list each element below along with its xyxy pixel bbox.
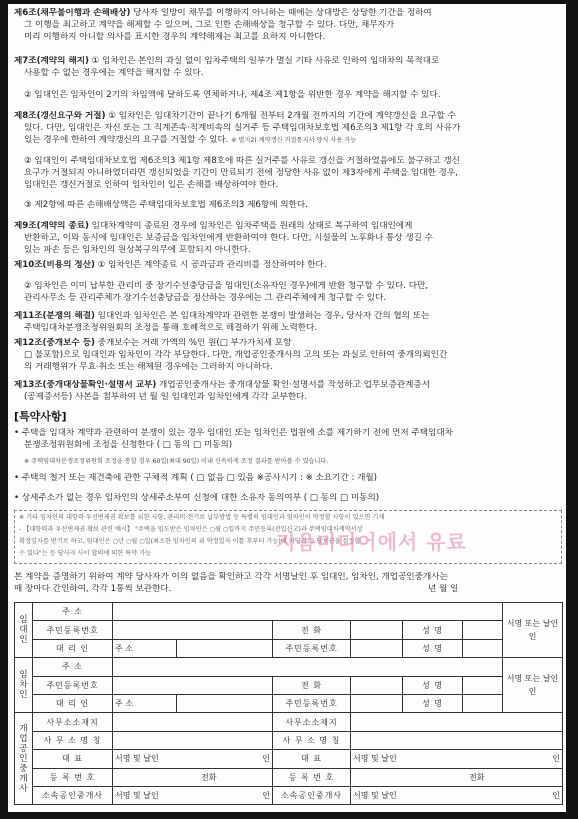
lessor-label: 임대인 (15, 603, 33, 658)
broker2-office-address-label: 사무소소재지 (273, 713, 351, 731)
lessor-name-field[interactable] (463, 621, 503, 639)
watermark: 지음미디어에서 유료 (276, 530, 467, 554)
broker1-rep-label: 대 표 (33, 750, 113, 768)
clause-8-line-4: ② 임대인이 주택임대차보호법 제6조의3 제1항 제8호에 따른 실거주를 사유로 갱신을 거절하였음에도 불구하고 갱신 (24, 156, 460, 166)
lessor-agent-label: 대 리 인 (33, 639, 113, 657)
closing-line-2: 매 장마다 간인하여, 각각 1통씩 보관한다. (14, 584, 172, 594)
clause-7-line-2: 사용할 수 없는 경우에는 계약을 해지할 수 있다. (24, 68, 204, 78)
lessee-address-field[interactable] (113, 658, 503, 676)
broker1-office-name-label: 사 무 소 명 칭 (33, 731, 113, 749)
lessee-agent-label: 대 리 인 (33, 694, 113, 712)
lessee-agent-address-label: 주 소 (113, 694, 177, 712)
broker1-affiliated-field[interactable] (113, 786, 273, 804)
broker2-office-name-field[interactable] (351, 731, 563, 749)
lessor-phone-field[interactable] (351, 621, 403, 639)
signature-table (14, 602, 563, 805)
broker1-rep-field[interactable] (113, 750, 273, 768)
lessor-phone-label: 전 화 (273, 621, 351, 639)
clause-8-line-3: 있는 경우에 한하여 계약갱신의 요구를 거절할 수 있다. ※ 별지2) 계약갱신 거절통지서 양식 사용 가능 (24, 135, 357, 145)
lessee-address-label: 주 소 (33, 658, 113, 676)
lessee-agent-name-field[interactable] (463, 694, 503, 712)
lessee-name-field[interactable] (463, 676, 503, 694)
broker1-reg-label: 등 록 번 호 (33, 768, 113, 786)
clause-12-line-3: 의 거래행위가 무효·취소 또는 해제된 경우에는 그러하지 아니하다. (24, 362, 273, 372)
clause-9-line-1: 제9조(계약의 종료) 임대차계약이 종료된 경우에 임차인은 임차주택을 원래의 상태로 복구하여 임대인에게 (14, 221, 413, 231)
broker2-affiliated-label: 소속공인중개사 (273, 786, 351, 804)
clause-8-line-7: ③ 제2항에 따른 손해배상액은 주택임대차보호법 제6조의3 제6항에 의한다. (24, 200, 308, 210)
clause-11-line-2: 주택임대차분쟁조정위원회의 조정을 통해 호혜적으로 해결하기 위해 노력한다. (24, 323, 318, 333)
clause-6-line-2: 그 이행을 최고하고 계약을 해제할 수 있으며, 그로 인한 손해배상을 청구할 수 있다. 다만, 채무자가 (24, 20, 395, 30)
closing-line-1: 본 계약을 증명하기 위하여 계약 당사자가 이의 없음을 확인하고 각각 서명날인 후 임대인, 임차인, 개업공인중개사는 (14, 572, 448, 582)
special-terms-heading: [특약사항] (14, 410, 67, 423)
clause-6-line-3: 미리 이행하지 아니할 의사를 표시한 경우의 계약해제는 최고를 요하지 아니한다. (24, 32, 326, 42)
lessee-name-label: 성 명 (403, 676, 463, 694)
clause-8-line-2: 있다. 다만, 임대인은 자신 또는 그 직계존속·직계비속의 실거주 등 주택임대차보호법 제6조의3 제1항 각 호의 사유가 (24, 123, 461, 133)
clause-7-line-1: 제7조(계약의 해지) ① 임차인은 본인의 과실 없이 임차주택의 일부가 멸실 기타 사유로 인하여 임대차의 목적대로 (14, 56, 440, 66)
lessee-agent-name-label: 성 명 (403, 694, 463, 712)
clause-7-line-3: ② 임대인은 임차인이 2기의 차임액에 달하도록 연체하거나, 제4조 제1항을 위반한 경우 계약을 해지할 수 있다. (24, 90, 441, 100)
lessee-id-label: 주민등록번호 (33, 676, 113, 694)
note-line-3: 확정일자를 받기로 하고, 임대인은 ○년 ○월 ○일(최소한 임차인의 위 약정일자 이틀 후부터 가능)에 저당권 등 담보권을 설정할 (19, 538, 361, 545)
broker2-rep-sign-label: 서명 및 날인 (353, 754, 397, 764)
clause-6-line-1: 제6조(채무불이행과 손해배상) 당사자 일방이 채무를 이행하지 아니하는 때에는 상대방은 상당한 기간을 정하여 (14, 8, 432, 18)
broker2-rep-label: 대 표 (273, 750, 351, 768)
clause-13-line-2: (공제증서등) 사본을 첨부하여 년 월 일 임대인과 임차인에게 각각 교부한다. (24, 392, 308, 402)
clause-11-line-1: 제11조(분쟁의 해결) 임대인과 임차인은 본 임대차계약과 관련한 분쟁이 발생하는 경우, 당사자 간의 협의 또는 (14, 311, 430, 321)
broker1-office-address-field[interactable] (113, 713, 273, 731)
broker1-affiliated-sign-label: 서명 및 날인 (115, 791, 159, 801)
lessee-agent-address-field[interactable] (177, 694, 273, 712)
broker1-reg-field[interactable] (113, 768, 273, 786)
lessor-address-label: 주 소 (33, 603, 113, 621)
lessee-label: 임차인 (15, 658, 33, 713)
note-line-2: - 【대항력과 우선변제권 확보 관련 예시】 "주택을 임도받은 임차인은 ○월 ○일까지 주민등록(전입신고)과 주택임대차계약서상 (19, 526, 363, 533)
clause-10-line-3: 관리사무소 등 관리주체가 장기수선충당금을 정산하는 경우에는 그 관리주체에게 청구할 수 있다. (24, 293, 387, 303)
lessor-id-label: 주민등록번호 (33, 621, 113, 639)
lessor-agent-address-field[interactable] (177, 639, 273, 657)
broker1-office-address-label: 사무소소재지 (33, 713, 113, 731)
lessor-sign-label[interactable]: 서명 또는 날인인 (503, 603, 563, 658)
special-term-2: • 주택의 철거 또는 재건축에 관한 구체적 계획 ( □ 없음 □ 있음 ※공사시기 : ※ 소요기간 : 개월) (14, 473, 378, 483)
lessee-phone-field[interactable] (351, 676, 403, 694)
broker1-phone-label: 전화 (201, 772, 217, 782)
clause-12-line-1: 제12조(중개보수 등) 중개보수는 거래 가액의 %인 원(□ 부가가치세 포함 (14, 338, 292, 348)
lessee-phone-label: 전 화 (273, 676, 351, 694)
broker2-affiliated-seal: 인 (552, 791, 561, 801)
broker1-rep-sign-label: 서명 및 날인 (115, 754, 159, 764)
lessor-id-field[interactable] (113, 621, 273, 639)
clause-10-line-1: 제10조(비용의 정산) ① 임차인은 계약종료 시 공과금과 관리비를 정산하여야 한다. (14, 260, 327, 270)
clause-8-line-1: 제8조(갱신요구와 거절) ① 임차인은 임대차기간이 끝나기 6개월 전부터 2개월 전까지의 기간에 계약갱신을 요구할 수 (14, 111, 456, 121)
broker2-affiliated-field[interactable] (351, 786, 563, 804)
note-line-1: ※ 기타 임차인의 대항력·우선변제권 확보를 위한 사항, 관리비·전기료 납부방법 등 특별히 임대인과 임차인이 약정할 사항이 있으면 기재 (19, 514, 385, 521)
broker2-rep-field[interactable] (351, 750, 563, 768)
lessor-address-field[interactable] (113, 603, 503, 621)
special-term-1-note: ※ 주택임대차분쟁조정위원회 조정을 통할 경우 60일(최대 90일) 이내 신속하게 조정 결과를 받아볼 수 있습니다. (24, 458, 329, 465)
broker1-affiliated-label: 소속공인중개사 (33, 786, 113, 804)
clause-13-line-1: 제13조(중개대상물확인·설명서 교부) 개업공인중개사는 중개대상물 확인·설명서를 작성하고 업무보증관계증서 (14, 380, 431, 390)
lessee-id-field[interactable] (113, 676, 273, 694)
broker2-office-address-field[interactable] (351, 713, 563, 731)
lessor-name-label: 성 명 (403, 621, 463, 639)
broker2-office-name-label: 사 무 소 명 칭 (273, 731, 351, 749)
broker2-reg-label: 등 록 번 호 (273, 768, 351, 786)
lessee-sign-label[interactable]: 서명 또는 날인인 (503, 658, 563, 713)
clause-9-line-3: 있는 파손 등은 임차인의 원상복구의무에 포함되지 아니한다. (24, 245, 251, 255)
lessor-agent-name-field[interactable] (463, 639, 503, 657)
contract-page (8, 4, 566, 812)
broker1-rep-seal: 인 (262, 754, 270, 764)
broker2-phone-label: 전화 (469, 772, 485, 782)
lessee-agent-id-field[interactable] (351, 694, 403, 712)
special-term-3: • 상세주소가 없는 경우 임차인의 상세주소부여 신청에 대한 소유자 동의여부 ( □ 동의 □ 미동의) (14, 493, 380, 503)
lessor-agent-address-label: 주 소 (113, 639, 177, 657)
clause-9-line-2: 반환하고, 이와 동시에 임대인은 보증금을 임차인에게 반환하여야 한다. 다만, 시설물의 노후화나 통상 생길 수 (24, 233, 433, 243)
lessor-agent-name-label: 성 명 (403, 639, 463, 657)
broker2-affiliated-sign-label: 서명 및 날인 (353, 791, 397, 801)
broker-label: 개업공인중개사 (15, 713, 33, 805)
clause-8-line-6: 임대인은 갱신거절로 인하여 임차인이 입은 손해를 배상하여야 한다. (24, 180, 279, 190)
clause-8-line-5: 요구가 거절되지 아니하였더라면 갱신되었을 기간이 만료되기 전에 정당한 사유 없이 제3자에게 주택을 임대한 경우, (24, 168, 458, 178)
lessor-agent-id-label: 주민등록번호 (273, 639, 351, 657)
clause-10-line-2: ② 임차인은 이미 납부한 관리비 중 장기수선충당금을 임대인(소유자인 경우)에게 반환 청구할 수 있다. 다만, (24, 281, 429, 291)
special-term-1-consent: 분쟁조정위원회에 조정을 신청한다 ( □ 동의 □ 미동의) (24, 440, 233, 450)
lessee-agent-id-label: 주민등록번호 (273, 694, 351, 712)
closing-date: 년 월 일 (428, 584, 459, 594)
broker2-rep-seal: 인 (552, 754, 561, 764)
broker1-office-name-field[interactable] (113, 731, 273, 749)
broker1-affiliated-seal: 인 (262, 791, 270, 801)
broker2-reg-field[interactable] (351, 768, 563, 786)
note-line-4: 수 있다"는 등 당사자 사이 합의에 의한 특약 가능 (19, 550, 152, 557)
lessor-agent-id-field[interactable] (351, 639, 403, 657)
special-term-1: • 주택을 임대차 계약과 관련하여 분쟁이 있는 경우 임대인 또는 임차인은 법원에 소를 제기하기 전에 먼저 주택임대차 (14, 428, 453, 438)
clause-12-line-2: □ 불포함)으로 임대인과 임차인이 각각 부담한다. 다만, 개업공인중개사의 고의 또는 과실로 인하여 중개의뢰인간 (24, 350, 448, 360)
